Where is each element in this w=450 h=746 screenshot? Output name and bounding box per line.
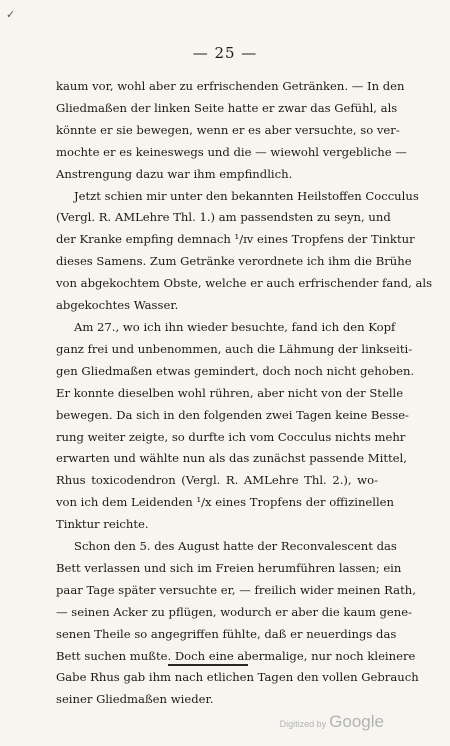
digitized-watermark xyxy=(280,712,384,732)
text-line: mochte er es keineswegs und die — wiewohl vergebliche — xyxy=(56,144,407,159)
text-line: Schon den 5. des August hatte der Reconvalescent das xyxy=(74,539,397,554)
text-line: Gabe Rhus gab ihm nach etlichen Tagen den vollen Gebrauch xyxy=(56,670,419,685)
page-number: — 25 — xyxy=(192,44,258,62)
watermark-brand: Google xyxy=(329,712,384,731)
text-line: paar Tage später versuchte er, — freilich wider meinen Rath, xyxy=(56,582,416,597)
text-line: abgekochtes Wasser. xyxy=(56,298,179,313)
text-line: senen Theile so angegriffen fühlte, daß er neuerdings das xyxy=(56,626,397,641)
text-line: bewegen. Da sich in den folgenden zwei Tagen keine Besse- xyxy=(56,407,409,422)
text-line: kaum vor, wohl aber zu erfrischenden Getränken. — In den xyxy=(56,79,405,93)
body-text xyxy=(56,76,433,711)
text-line: gen Gliedmaßen etwas gemindert, doch noch nicht gehoben. xyxy=(56,363,415,378)
text-line: — seinen Acker zu pflügen, wodurch er aber die kaum gene- xyxy=(56,604,413,619)
text-line: Bett suchen mußte. Doch eine abermalige, nur noch kleinere xyxy=(56,648,416,663)
text-line: dieses Samens. Zum Getränke verordnete ich ihm die Brühe xyxy=(56,254,412,269)
text-line: Anstrengung dazu war ihm empfindlich. xyxy=(56,166,293,181)
corner-check-mark: ✓ xyxy=(6,8,16,21)
text-line: Er konnte dieselben wohl rühren, aber nicht von der Stelle xyxy=(56,385,404,400)
text-line: (Vergl. R. AMLehre Thl. 1.) am passendsten zu seyn, und xyxy=(56,210,391,225)
text-line: Gliedmaßen der linken Seite hatte er zwar das Gefühl, als xyxy=(56,100,398,115)
text-line: ganz frei und unbenommen, auch die Lähmung der linkseiti- xyxy=(56,341,413,356)
text-line: Rhus toxicodendron (Vergl. R. AMLehre Thl. 2.), wo- xyxy=(56,473,378,488)
watermark-prefix: Digitized by xyxy=(279,719,327,729)
text-line: rung weiter zeigte, so durfte ich vom Cocculus nichts mehr xyxy=(56,429,406,444)
text-line: von ich dem Leidenden ¹/x eines Tropfens der offizinellen xyxy=(56,495,395,510)
text-line: von abgekochtem Obste, welche er auch erfrischender fand, als xyxy=(56,276,433,291)
text-line: Am 27., wo ich ihn wieder besuchte, fand ich den Kopf xyxy=(74,319,396,334)
text-line: Jetzt schien mir unter den bekannten Heilstoffen Cocculus xyxy=(74,188,419,203)
text-line: Tinktur reichte. xyxy=(56,517,149,532)
text-line: seiner Gliedmaßen wieder. xyxy=(56,692,214,707)
text-line: erwarten und wählte nun als das zunächst passende Mittel, xyxy=(56,451,407,466)
text-line: der Kranke empfing demnach ¹/ɪᴠ eines Tropfens der Tinktur xyxy=(56,232,415,247)
text-line: Bett verlassen und sich im Freien herumführen lassen; ein xyxy=(56,560,402,575)
text-line: könnte er sie bewegen, wenn er es aber versuchte, so ver- xyxy=(56,122,400,137)
section-end-rule xyxy=(168,664,248,666)
